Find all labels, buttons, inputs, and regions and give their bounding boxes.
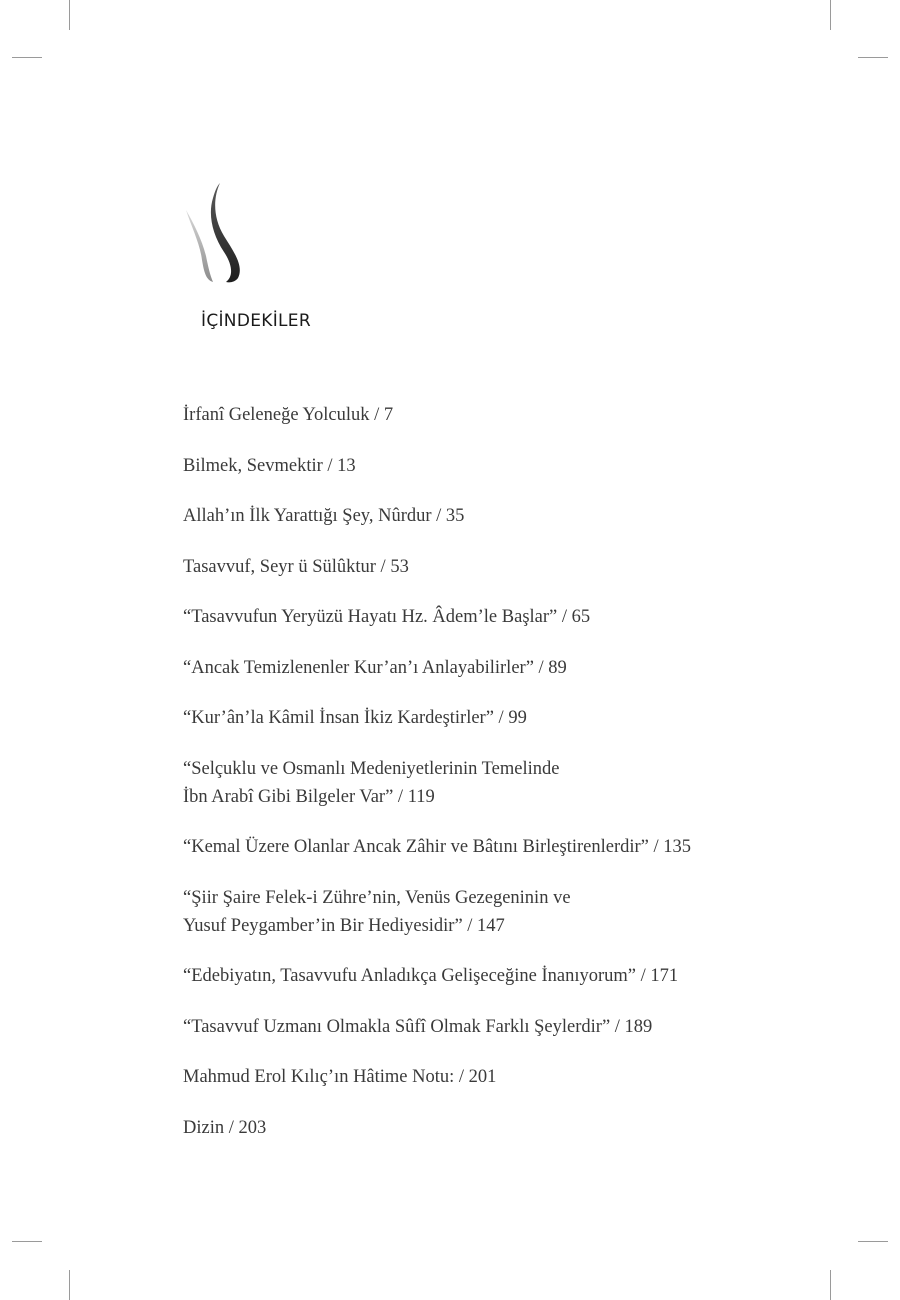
toc-entry-line: “Tasavvufun Yeryüzü Hayatı Hz. Âdem’le Başlar” / 65 xyxy=(183,607,591,627)
calligraphy-ornament-icon xyxy=(180,180,250,285)
toc-entry xyxy=(183,452,843,480)
toc-entry-line: İbn Arabî Gibi Bilgeler Var” / 119 xyxy=(183,786,435,807)
toc-entry xyxy=(183,654,843,682)
toc-entry-line: “Kemal Üzere Olanlar Ancak Zâhir ve Bâtını Birleştirenlerdir” / 135 xyxy=(183,837,692,857)
page-title: İÇİNDEKİLER xyxy=(201,311,311,331)
crop-mark-top-left-vertical xyxy=(69,0,70,30)
toc-entry xyxy=(183,755,843,811)
crop-mark-bottom-right-vertical xyxy=(830,1270,831,1300)
crop-mark-bottom-left-vertical xyxy=(69,1270,70,1300)
toc-entry xyxy=(183,401,843,429)
toc-entry xyxy=(183,884,843,940)
crop-mark-top-left-horizontal xyxy=(12,57,42,58)
toc-entry xyxy=(183,1013,843,1041)
crop-mark-top-right-vertical xyxy=(830,0,831,30)
crop-mark-top-right-horizontal xyxy=(858,57,888,58)
toc-entry-line: “Kur’ân’la Kâmil İnsan İkiz Kardeştirler” / 99 xyxy=(183,708,527,728)
toc-entry xyxy=(183,1114,843,1142)
crop-mark-bottom-left-horizontal xyxy=(12,1241,42,1242)
toc-entry-line: Yusuf Peygamber’in Bir Hediyesidir” / 147 xyxy=(183,915,505,936)
toc-entry xyxy=(183,704,843,732)
toc-entry-line: Dizin / 203 xyxy=(183,1117,267,1138)
table-of-contents xyxy=(183,401,843,1164)
toc-entry-line: Mahmud Erol Kılıç’ın Hâtime Notu: / 201 xyxy=(183,1067,497,1087)
toc-entry xyxy=(183,1063,843,1091)
toc-entry xyxy=(183,833,843,861)
crop-mark-bottom-right-horizontal xyxy=(858,1241,888,1242)
toc-entry xyxy=(183,553,843,581)
toc-entry xyxy=(183,603,843,631)
toc-entry xyxy=(183,502,843,530)
toc-entry-line: Allah’ın İlk Yarattığı Şey, Nûrdur / 35 xyxy=(183,506,465,526)
toc-entry-line: “Ancak Temizlenenler Kur’an’ı Anlayabilirler” / 89 xyxy=(183,657,567,678)
toc-entry-line: “Edebiyatın, Tasavvufu Anladıkça Gelişeceğine İnanıyorum” / 171 xyxy=(183,966,679,986)
toc-entry-line: “Tasavvuf Uzmanı Olmakla Sûfî Olmak Farklı Şeylerdir” / 189 xyxy=(183,1016,653,1037)
toc-entry xyxy=(183,962,843,990)
toc-entry-line: Tasavvuf, Seyr ü Sülûktur / 53 xyxy=(183,556,409,577)
toc-entry-line: Bilmek, Sevmektir / 13 xyxy=(183,455,356,476)
toc-entry-line: “Selçuklu ve Osmanlı Medeniyetlerinin Temelinde xyxy=(183,758,560,779)
toc-entry-line: İrfanî Geleneğe Yolculuk / 7 xyxy=(183,405,394,425)
toc-entry-line: “Şiir Şaire Felek-i Zühre’nin, Venüs Gezegeninin ve xyxy=(183,887,571,908)
